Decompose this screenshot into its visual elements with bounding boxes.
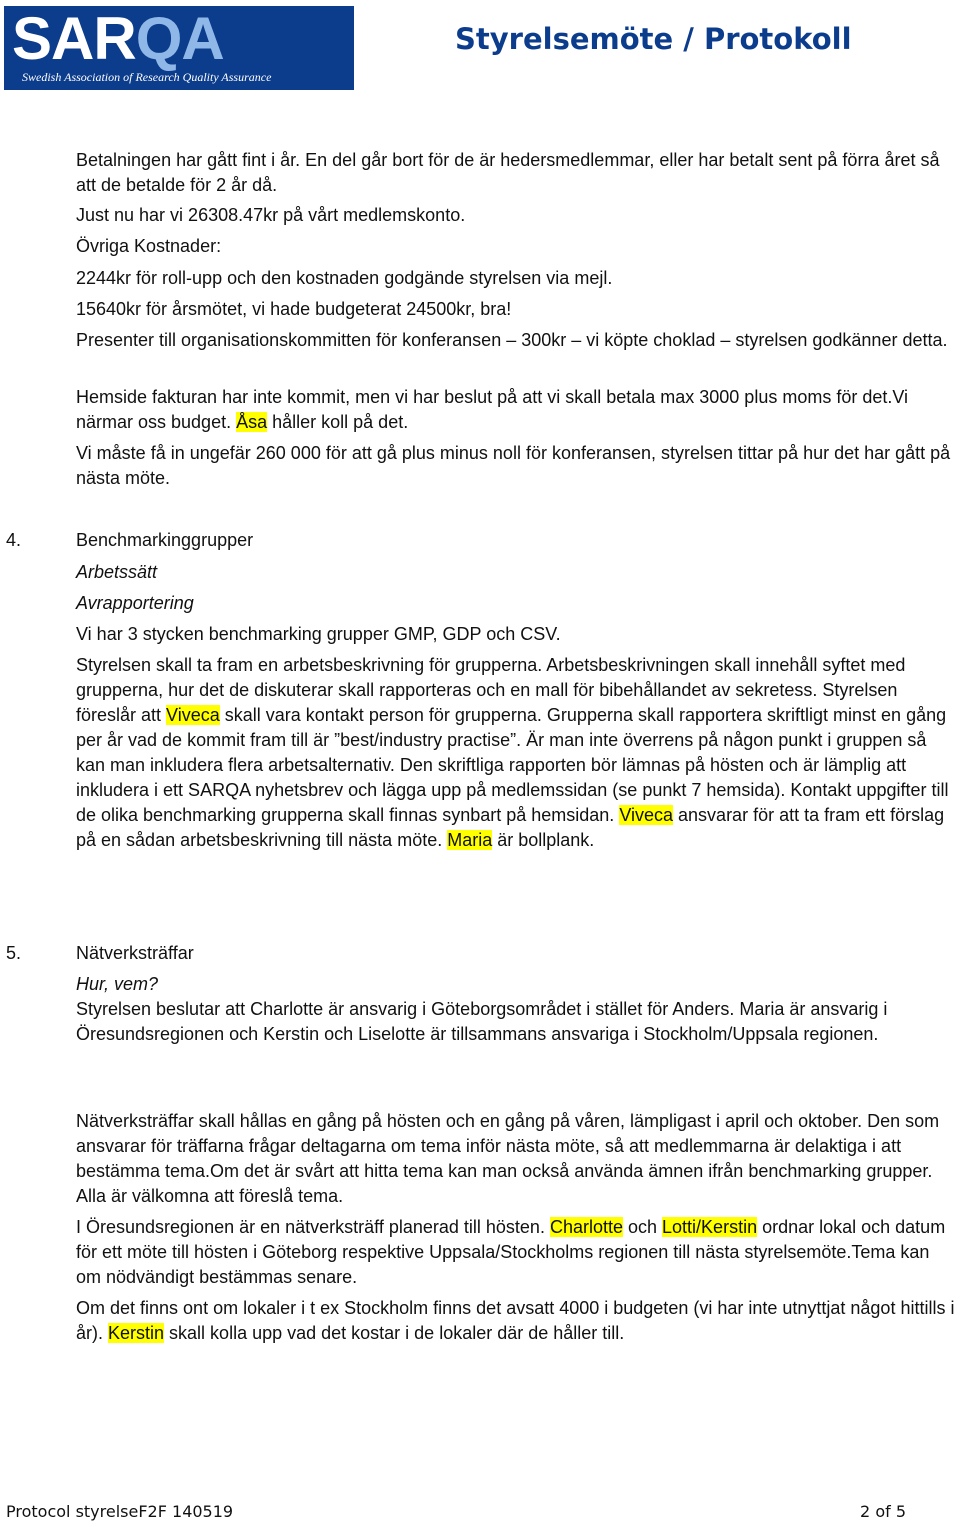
finance-paragraph-4: 2244kr för roll-upp och den kostnaden godgände styrelsen via mejl. — [76, 268, 613, 288]
footer-page-number: 2 of 5 — [860, 1502, 906, 1521]
footer-document-id: Protocol styrelseF2F 140519 — [6, 1502, 234, 1521]
finance-paragraph-6: Presenter till organisationskommitten för konferansen – 300kr – vi köpte choklad – styrelsen godkänner detta. — [76, 330, 948, 350]
section-4-subheading-2: Avrapportering — [76, 593, 194, 613]
highlight-name: Charlotte — [549, 1217, 623, 1237]
highlight-name: Viveca — [166, 705, 220, 725]
highlight-name: Lotti/Kerstin — [662, 1217, 758, 1237]
section-5-subheading-1: Hur, vem? — [76, 974, 159, 994]
section-4-title: Benchmarkinggrupper — [76, 530, 254, 550]
finance-paragraph-8: Vi måste få in ungefär 260 000 för att gå plus minus noll för konferansen, styrelsen tittar på hur det har gått på nästa möte. — [76, 443, 951, 488]
section-5-paragraph-2: Nätverksträffar skall hållas en gång på hösten och en gång på våren, lämpligast i april och oktober. Den som ansvarar för träffarna frågar deltagarna om tema inför nästa möte, så att medlemmarna är delaktiga i att bestämma tema.Om det är svårt att hitta tema kan man också använda ämnen ifrån benchmarking grupper. Alla är välkomna att föreslå tema. — [76, 1111, 940, 1206]
logo-tagline: Swedish Association of Research Quality Assurance — [22, 70, 272, 84]
finance-paragraph-3: Övriga Kostnader: — [76, 236, 222, 256]
finance-paragraph-7: Hemside fakturan har inte kommit, men vi har beslut på att vi skall betala max 3000 plus moms för det.Vi närmar oss budget. Åsa håller koll på det. — [76, 387, 909, 432]
finance-paragraph-1: Betalningen har gått fint i år. En del går bort för de är hedersmedlemmar, eller har betalt sent på förra året så att de betalde för 2 år då. — [76, 150, 940, 195]
sarqa-logo — [4, 6, 354, 90]
section-5-paragraph-1: Styrelsen beslutar att Charlotte är ansvarig i Göteborgsområdet i stället för Anders. Maria är ansvarig i Öresundsregionen och Kerstin och Liselotte är tillsammans ansvariga i Stockholm/Uppsala regionen. — [76, 999, 888, 1044]
highlight-name: Viveca — [619, 805, 674, 825]
section-5-paragraph-3: I Öresundsregionen är en nätverksträff planerad till hösten. Charlotte och Lotti/Kerstin ordnar lokal och datum för ett möte till hösten i Göteborg respektive Uppsala/Stockholms regionen till nästa styrelsemöte.Tema kan om nödvändigt bestämmas senare. — [76, 1217, 946, 1287]
logo-wordmark: SARQA — [12, 6, 224, 72]
section-4-paragraph-1: Vi har 3 stycken benchmarking grupper GMP, GDP och CSV. — [76, 624, 561, 644]
highlight-name: Kerstin — [108, 1323, 165, 1343]
highlight-name: Åsa — [236, 412, 268, 432]
finance-paragraph-2: Just nu har vi 26308.47kr på vårt medlemskonto. — [76, 205, 466, 225]
highlight-name: Maria — [447, 830, 493, 850]
section-5-title: Nätverksträffar — [76, 943, 194, 963]
section-4-paragraph-2: Styrelsen skall ta fram en arbetsbeskrivning för grupperna. Arbetsbeskrivningen skall innehåll syftet med grupperna, hur det de diskuterar skall rapporteras och en mall för bibehållandet av sekretess. Styrelsen föreslår att Viveca skall vara kontakt person för grupperna. Grupperna skall rapportera skriftligt minst en gång per år vad de kommit fram till är ”best/industry practise”. Är man inte överrens på någon punkt i gruppen så kan man inkludera flera arbetsalternativ. Den skriftliga rapporten bör lämnas på hösten och är lämplig att inkludera i ett SARQA nyhetsbrev och lägga upp på medlemssidan (se punkt 7 hemsida). Kontakt uppgifter till de olika benchmarking grupperna skall finnas synbart på hemsidan. Viveca ansvarar för att ta fram ett förslag på en sådan arbetsbeskrivning till nästa möte. Maria är bollplank. — [76, 655, 949, 850]
section-4-subheading-1: Arbetssätt — [76, 562, 158, 582]
section-5-paragraph-4: Om det finns ont om lokaler i t ex Stockholm finns det avsatt 4000 i budgeten (vi har inte utnyttjat något hittills i år). Kerstin skall kolla upp vad det kostar i de lokaler där de håller till. — [76, 1298, 955, 1343]
section-5-number: 5. — [6, 943, 22, 963]
document-title: Styrelsemöte / Protokoll — [455, 22, 852, 56]
finance-paragraph-5: 15640kr för årsmötet, vi hade budgeterat 24500kr, bra! — [76, 299, 512, 319]
section-4-number: 4. — [6, 530, 22, 550]
